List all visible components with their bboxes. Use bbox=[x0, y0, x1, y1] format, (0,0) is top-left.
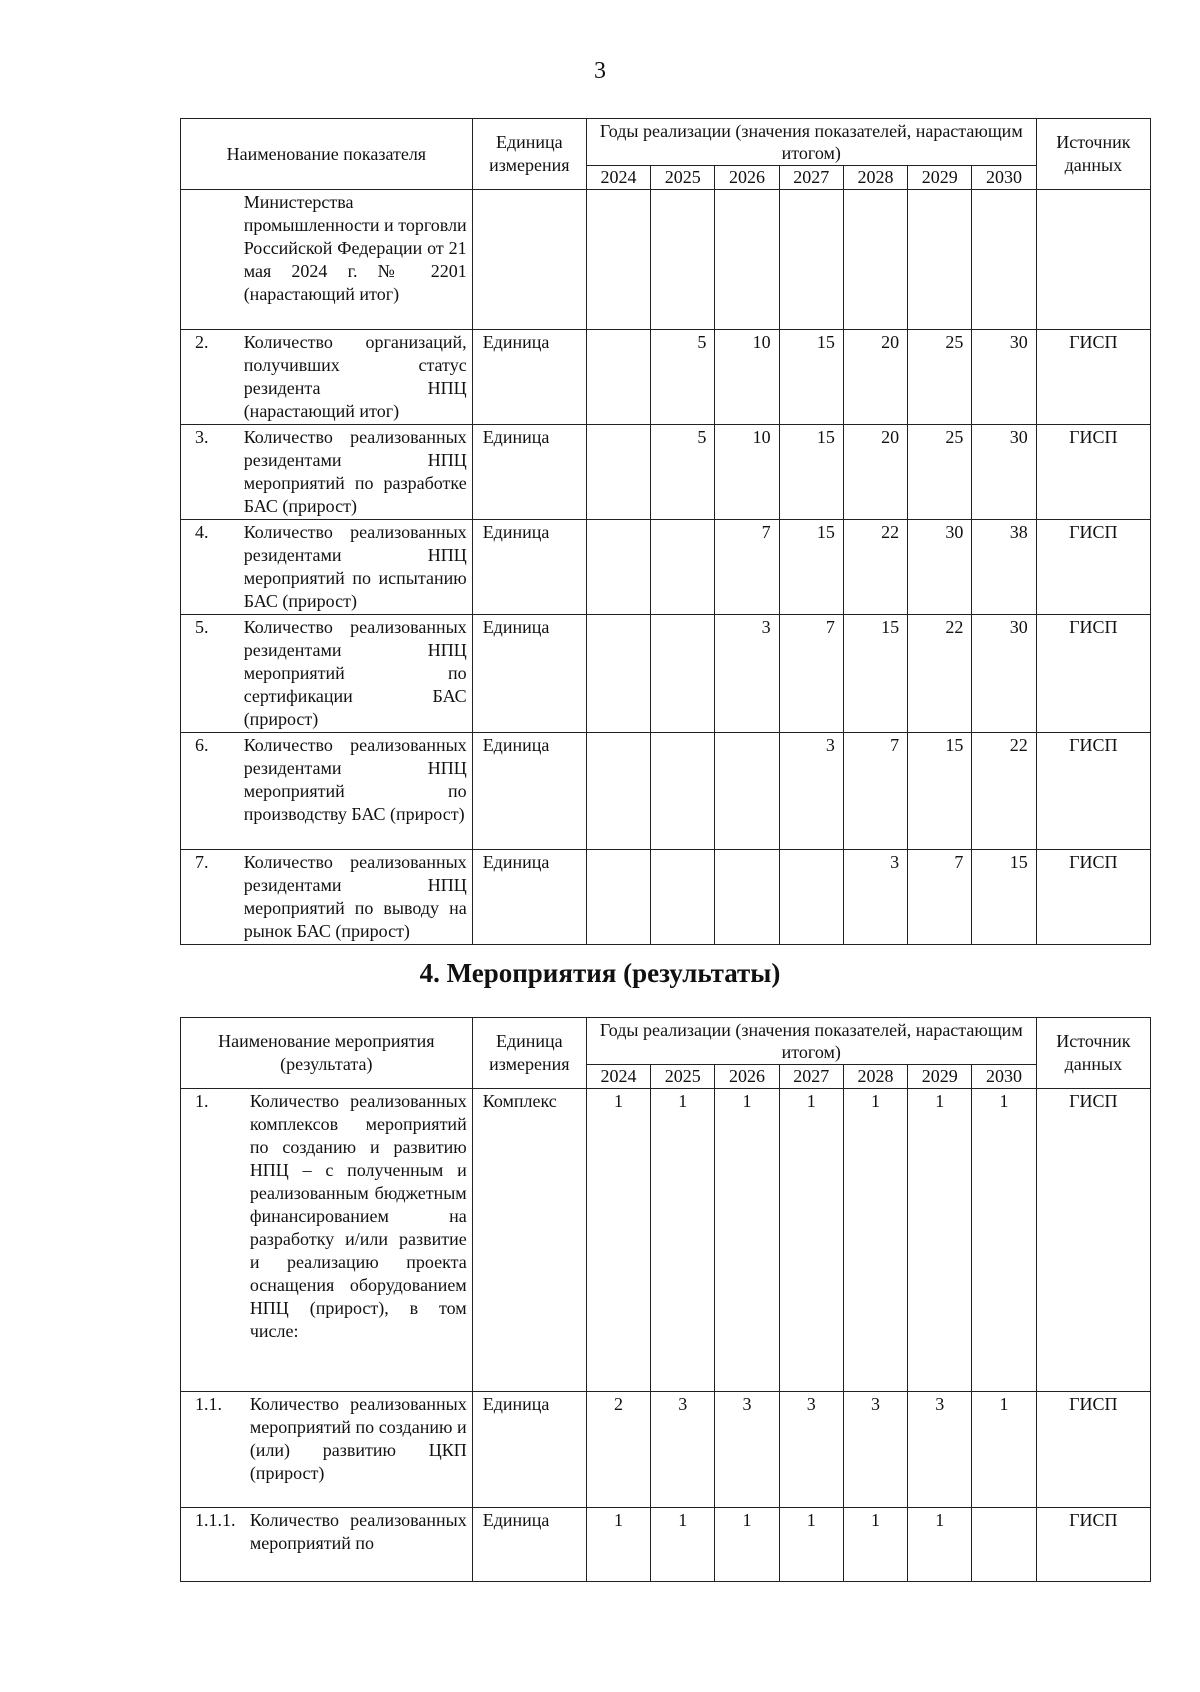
row-value: 38 bbox=[972, 520, 1036, 615]
row-name: Количество реализованных резидентами НПЦ мероприятий по испытанию БАС (прирост) bbox=[242, 520, 473, 615]
row-unit: Единица bbox=[472, 615, 586, 733]
row-source: ГИСП bbox=[1036, 1089, 1150, 1392]
row-value: 22 bbox=[908, 615, 972, 733]
header-years-group: Годы реализации (значения показателей, нарастающим итогом) bbox=[586, 119, 1036, 166]
header-year: 2027 bbox=[779, 1065, 843, 1089]
row-name: Количество реализованных мероприятий по созданию и (или) развитию ЦКП (прирост) bbox=[248, 1392, 472, 1508]
row-value: 22 bbox=[843, 520, 907, 615]
row-unit: Единица bbox=[472, 425, 586, 520]
row-value: 3 bbox=[715, 615, 779, 733]
section-heading: 4. Мероприятия (результаты) bbox=[419, 958, 781, 988]
row-value: 3 bbox=[779, 1392, 843, 1508]
row-value: 15 bbox=[908, 733, 972, 850]
row-value: 3 bbox=[908, 1392, 972, 1508]
row-value: 22 bbox=[972, 733, 1036, 850]
row-value bbox=[586, 615, 650, 733]
header-year: 2030 bbox=[972, 166, 1036, 190]
row-unit: Единица bbox=[472, 733, 586, 850]
row-value: 10 bbox=[715, 330, 779, 425]
table-row bbox=[181, 1392, 1151, 1508]
row-value: 1 bbox=[715, 1508, 779, 1582]
row-value: 15 bbox=[779, 520, 843, 615]
row-value: 3 bbox=[843, 850, 907, 945]
row-value: 1 bbox=[651, 1089, 715, 1392]
row-source: ГИСП bbox=[1036, 1508, 1150, 1582]
row-name: Количество реализованных мероприятий по bbox=[248, 1508, 472, 1582]
table-row bbox=[181, 190, 1151, 330]
row-value: 7 bbox=[908, 850, 972, 945]
row-value bbox=[843, 190, 907, 330]
row-unit: Единица bbox=[472, 1508, 586, 1582]
header-year: 2029 bbox=[908, 1065, 972, 1089]
row-value: 7 bbox=[843, 733, 907, 850]
header-year: 2030 bbox=[972, 1065, 1036, 1089]
row-value bbox=[779, 850, 843, 945]
row-number: 1. bbox=[181, 1089, 248, 1392]
row-value: 1 bbox=[779, 1508, 843, 1582]
row-source: ГИСП bbox=[1036, 425, 1150, 520]
row-value bbox=[586, 850, 650, 945]
row-value: 25 bbox=[908, 330, 972, 425]
row-value: 1 bbox=[972, 1392, 1036, 1508]
row-source: ГИСП bbox=[1036, 330, 1150, 425]
row-number: 2. bbox=[181, 330, 242, 425]
row-source: ГИСП bbox=[1036, 615, 1150, 733]
row-name: Количество реализованных резидентами НПЦ мероприятий по сертификации БАС (прирост) bbox=[242, 615, 473, 733]
row-source bbox=[1036, 190, 1150, 330]
row-value: 1 bbox=[843, 1508, 907, 1582]
row-name: Министерства промышленности и торговли Российской Федерации от 21 мая 2024 г. № 2201 (нарастающий итог) bbox=[242, 190, 473, 330]
header-name: Наименование показателя bbox=[181, 119, 473, 190]
row-number: 5. bbox=[181, 615, 242, 733]
row-value: 30 bbox=[972, 330, 1036, 425]
header-year: 2025 bbox=[651, 166, 715, 190]
row-source: ГИСП bbox=[1036, 733, 1150, 850]
indicators-table bbox=[180, 118, 1151, 945]
row-value bbox=[779, 190, 843, 330]
row-value: 1 bbox=[972, 1089, 1036, 1392]
row-value: 2 bbox=[586, 1392, 650, 1508]
row-value: 5 bbox=[651, 330, 715, 425]
header-source: Источник данных bbox=[1036, 119, 1150, 190]
table-row bbox=[181, 1508, 1151, 1582]
row-value: 1 bbox=[715, 1089, 779, 1392]
row-value: 3 bbox=[651, 1392, 715, 1508]
row-value: 20 bbox=[843, 330, 907, 425]
row-value: 30 bbox=[908, 520, 972, 615]
page-number: 3 bbox=[594, 58, 606, 84]
row-number bbox=[181, 190, 242, 330]
row-number: 4. bbox=[181, 520, 242, 615]
activities-table bbox=[180, 1017, 1151, 1582]
row-number: 3. bbox=[181, 425, 242, 520]
row-number: 6. bbox=[181, 733, 242, 850]
row-number: 7. bbox=[181, 850, 242, 945]
row-value: 30 bbox=[972, 615, 1036, 733]
row-value: 30 bbox=[972, 425, 1036, 520]
header-unit: Единица измерения bbox=[472, 119, 586, 190]
row-value: 3 bbox=[779, 733, 843, 850]
row-source: ГИСП bbox=[1036, 850, 1150, 945]
row-value: 3 bbox=[715, 1392, 779, 1508]
row-value: 25 bbox=[908, 425, 972, 520]
table-row bbox=[181, 330, 1151, 425]
header-years-group: Годы реализации (значения показателей, нарастающим итогом) bbox=[586, 1018, 1036, 1065]
row-value: 7 bbox=[779, 615, 843, 733]
row-value: 15 bbox=[779, 425, 843, 520]
table-row bbox=[181, 733, 1151, 850]
row-unit: Единица bbox=[472, 850, 586, 945]
row-value bbox=[586, 190, 650, 330]
row-value bbox=[715, 850, 779, 945]
row-value bbox=[651, 190, 715, 330]
row-value: 1 bbox=[586, 1089, 650, 1392]
header-year: 2024 bbox=[586, 166, 650, 190]
table-row bbox=[181, 615, 1151, 733]
header-year: 2026 bbox=[715, 1065, 779, 1089]
header-year: 2028 bbox=[843, 166, 907, 190]
table-row bbox=[181, 850, 1151, 945]
row-name: Количество реализованных комплексов мероприятий по созданию и развитию НПЦ – с полученным и реализованным бюджетным финансированием на разработку и/или развитие и реализацию проекта оснащения оборудованием НПЦ (прирост), в том числе: bbox=[248, 1089, 472, 1392]
row-value: 1 bbox=[843, 1089, 907, 1392]
row-value: 20 bbox=[843, 425, 907, 520]
row-unit: Единица bbox=[472, 1392, 586, 1508]
row-value: 1 bbox=[779, 1089, 843, 1392]
row-source: ГИСП bbox=[1036, 1392, 1150, 1508]
row-value: 3 bbox=[843, 1392, 907, 1508]
row-value bbox=[651, 520, 715, 615]
header-year: 2029 bbox=[908, 166, 972, 190]
row-number: 1.1. bbox=[181, 1392, 248, 1508]
row-value: 7 bbox=[715, 520, 779, 615]
row-value: 10 bbox=[715, 425, 779, 520]
table-row bbox=[181, 1089, 1151, 1392]
row-value bbox=[908, 190, 972, 330]
row-name: Количество реализованных резидентами НПЦ мероприятий по производству БАС (прирост) bbox=[242, 733, 473, 850]
row-value bbox=[651, 615, 715, 733]
header-source: Источник данных bbox=[1036, 1018, 1150, 1089]
row-value bbox=[972, 190, 1036, 330]
row-value bbox=[651, 733, 715, 850]
row-name: Количество организаций, получивших статус резидента НПЦ (нарастающий итог) bbox=[242, 330, 473, 425]
row-value bbox=[715, 733, 779, 850]
header-year: 2027 bbox=[779, 166, 843, 190]
table-row bbox=[181, 520, 1151, 615]
row-name: Количество реализованных резидентами НПЦ мероприятий по разработке БАС (прирост) bbox=[242, 425, 473, 520]
row-value: 1 bbox=[908, 1089, 972, 1392]
header-year: 2028 bbox=[843, 1065, 907, 1089]
row-value bbox=[715, 190, 779, 330]
row-value: 15 bbox=[779, 330, 843, 425]
row-value bbox=[586, 425, 650, 520]
row-source: ГИСП bbox=[1036, 520, 1150, 615]
row-value: 1 bbox=[908, 1508, 972, 1582]
row-value: 5 bbox=[651, 425, 715, 520]
header-year: 2025 bbox=[651, 1065, 715, 1089]
header-name: Наименование мероприятия (результата) bbox=[181, 1018, 473, 1089]
header-year: 2026 bbox=[715, 166, 779, 190]
row-value: 1 bbox=[586, 1508, 650, 1582]
row-value: 1 bbox=[651, 1508, 715, 1582]
table-row bbox=[181, 425, 1151, 520]
header-unit: Единица измерения bbox=[472, 1018, 586, 1089]
header-year: 2024 bbox=[586, 1065, 650, 1089]
row-value: 15 bbox=[972, 850, 1036, 945]
row-value bbox=[651, 850, 715, 945]
row-number: 1.1.1. bbox=[181, 1508, 248, 1582]
row-name: Количество реализованных резидентами НПЦ мероприятий по выводу на рынок БАС (прирост) bbox=[242, 850, 473, 945]
row-value bbox=[586, 520, 650, 615]
row-unit: Единица bbox=[472, 520, 586, 615]
row-unit bbox=[472, 190, 586, 330]
row-value: 15 bbox=[843, 615, 907, 733]
row-unit: Единица bbox=[472, 330, 586, 425]
row-value bbox=[972, 1508, 1036, 1582]
row-value bbox=[586, 733, 650, 850]
row-value bbox=[586, 330, 650, 425]
row-unit: Комплекс bbox=[472, 1089, 586, 1392]
